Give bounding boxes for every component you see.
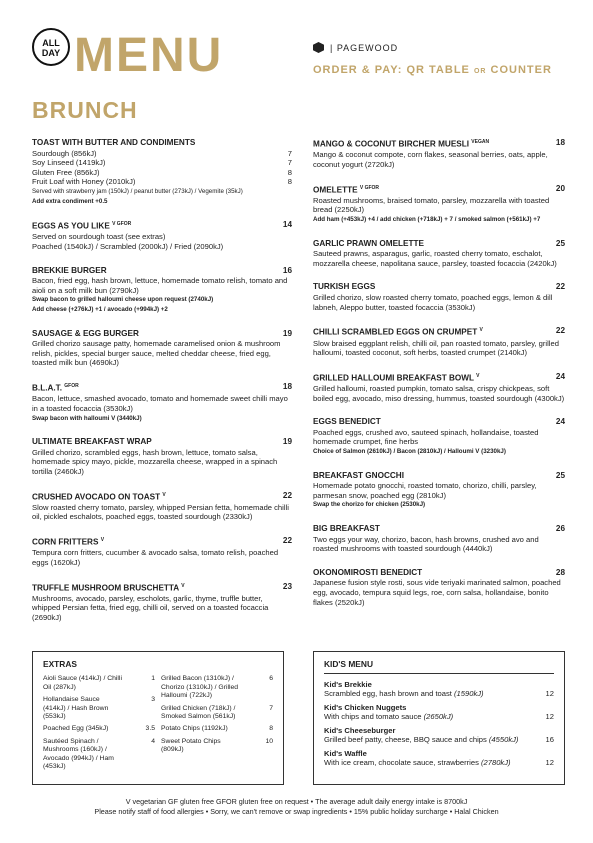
menu-item-description: Poached (1540kJ) / Scrambled (2000kJ) / Fried (2090kJ) <box>32 242 224 252</box>
menu-column-left <box>32 138 292 637</box>
option-price: 8 <box>287 177 292 187</box>
menu-item-description: Mango & coconut compote, corn flakes, seasonal berries, oats, apple, coconut yogurt (2720kJ) <box>313 150 548 169</box>
menu-item <box>32 382 292 423</box>
kids-item-kj: (1590kJ) <box>454 689 484 698</box>
extra-name: Aioli Sauce (414kJ) / Chilli Oil (287kJ) <box>43 675 122 691</box>
kids-item <box>324 726 554 744</box>
kids-item-row <box>324 712 554 721</box>
menu-item-title: CHILLI SCRAMBLED EGGS ON CRUMPET $^V$ <box>313 327 483 337</box>
menu-item-header <box>32 266 292 276</box>
menu-item-price: 16 <box>282 265 292 275</box>
menu-item-description: Homemade potato gnocchi, roasted tomato, chorizo, chilli, parsley, parmesan snow, poached egg (2810kJ) <box>313 481 537 500</box>
extra-name: Sautéed Spinach / Mushrooms (160kJ) / Avocado (994kJ) / Ham (453kJ) <box>43 737 114 771</box>
menu-item <box>313 524 565 554</box>
kids-item-price: 16 <box>545 735 554 744</box>
menu-item-option <box>32 168 292 178</box>
venue-logo-icon <box>313 42 324 53</box>
menu-item-header <box>32 138 292 148</box>
menu-item-header <box>313 239 565 249</box>
extras-col-2 <box>161 675 273 775</box>
extra-price: 10 <box>265 737 273 745</box>
menu-item <box>313 239 565 269</box>
menu-item-price: 20 <box>555 183 565 193</box>
kids-item-title: Kid's Waffle <box>324 749 367 758</box>
dietary-tag: GFOR <box>64 383 79 390</box>
menu-item-description: Served on sourdough toast (see extras) <box>32 232 166 242</box>
kids-item-description: With chips and tomato sauce (2650kJ) <box>324 712 454 721</box>
all-day-badge: ALL DAY <box>32 28 70 66</box>
kids-menu-title: KID'S MENU <box>324 660 554 674</box>
menu-item-title: TOAST WITH BUTTER AND CONDIMENTS <box>32 138 196 147</box>
menu-item-price: 24 <box>555 371 565 381</box>
kids-item <box>324 749 554 767</box>
menu-item-price: 26 <box>555 523 565 533</box>
menu-item-option <box>32 158 292 168</box>
option-label: Sourdough (856kJ) <box>32 148 97 158</box>
menu-item-description: Japanese fusion style rosti, sous vide teriyaki marinated salmon, poached egg, avocado, tempura squid legs, roe, corn salsa, hollandaise, bonito flakes (2520kJ) <box>313 578 561 607</box>
menu-item-title: BREAKFAST GNOCCHI <box>313 470 404 480</box>
kids-item-title: Kid's Brekkie <box>324 680 372 689</box>
menu-item-price: 24 <box>555 417 565 427</box>
menu-item-addon: Choice of Salmon (2610kJ) / Bacon (2810kJ) / Halloumi V (3230kJ) <box>313 448 506 455</box>
extra-price: 4 <box>151 737 155 745</box>
kids-item-kj: (4550kJ) <box>488 735 519 744</box>
extra-item <box>161 738 273 755</box>
menu-item-addon: Add cheese (+276kJ) +1 / avocado (+994kJ) +2 <box>32 306 168 314</box>
extra-name: Potato Chips (1192kJ) <box>161 725 228 733</box>
menu-item-price: 22 <box>282 490 292 500</box>
extra-name: Grilled Bacon (1310kJ) / Chorizo (1310kJ) / Grilled Halloumi (722kJ) <box>161 675 239 700</box>
menu-item-title: GARLIC PRAWN OMELETTE <box>313 238 424 248</box>
menu-item-addon: Add extra condiment +0.5 <box>32 197 108 205</box>
menu-item-description: Grilled chorizo sausage patty, homemade caramelised onion & mushroom relish, pickles, special burger sauce, melted cheddar cheese, fried egg, toasted milk bun (4690kJ) <box>32 339 281 368</box>
option-label: Soy Linseed (1419kJ) <box>32 158 106 168</box>
extra-item <box>43 738 155 772</box>
menu-item-title: CRUSHED AVOCADO ON TOAST $^V$ <box>32 491 166 502</box>
kids-item-row <box>324 758 554 767</box>
option-label: Fruit Loaf with Honey (2010kJ) <box>32 177 136 187</box>
menu-item-description: Grilled halloumi, roasted pumpkin, tomato salsa, crispy chickpeas, soft boiled egg, avocado, miso dressing, hummus, toasted sourdough (4300kJ) <box>313 384 565 403</box>
menu-item-title: TRUFFLE MUSHROOM BRUSCHETTA $^V$ <box>32 582 185 593</box>
extras-box <box>32 651 284 785</box>
kids-item-price: 12 <box>545 758 554 767</box>
kids-item-price: 12 <box>545 689 554 698</box>
kids-item-title: Kid's Cheeseburger <box>324 726 396 735</box>
menu-item-header <box>313 524 565 534</box>
extra-item <box>161 705 273 722</box>
footer-line-1: V vegetarian GF gluten free GFOR gluten free on request • The average adult daily energy intake is 8700kJ <box>125 797 468 806</box>
extra-price: 8 <box>269 725 273 733</box>
extras-col-1 <box>43 675 155 775</box>
menu-item-description: Slow braised eggplant relish, chilli oil, pan roasted tomato, parsley, grilled halloumi, toasted coconut, soft herbs, toasted crumpet (2140kJ) <box>313 338 559 358</box>
dietary-tag: V <box>476 372 480 379</box>
menu-item-header <box>32 437 292 447</box>
menu-item-header <box>32 536 292 547</box>
kids-item <box>324 703 554 721</box>
menu-item-price: 14 <box>282 220 292 230</box>
menu-item-price: 28 <box>555 567 565 577</box>
menu-item-description: Grilled chorizo, slow roasted cherry tomato, poached eggs, lemon & dill labneh, Aleppo butter, toasted focaccia (3530kJ) <box>313 293 553 312</box>
menu-item-price: 23 <box>282 581 292 591</box>
extra-item <box>161 725 273 733</box>
menu-item <box>32 266 292 315</box>
dietary-tag: V <box>479 327 483 334</box>
menu-item-description: Mushrooms, avocado, parsley, escholots, garlic, thyme, truffle butter, whipped Persian fetta, fried egg, chilli oil, served on a toasted focaccia (2690kJ) <box>32 593 269 623</box>
dietary-tag: V <box>162 491 166 498</box>
menu-item-price: 19 <box>282 437 292 447</box>
kids-item-row <box>324 689 554 698</box>
menu-item-title: OMELETTE $^{V GFOR}$ <box>313 184 380 195</box>
menu-item-addon: Swap bacon with halloumi V (3440kJ) <box>32 414 142 422</box>
menu-item-option <box>32 177 292 187</box>
menu-item <box>32 582 292 623</box>
menu-item <box>32 437 292 476</box>
menu-item-header <box>32 382 292 393</box>
menu-item-title: OKONOMIROSTI BENEDICT <box>313 567 423 577</box>
menu-item-header <box>313 372 565 383</box>
menu-item <box>313 282 565 312</box>
kids-menu-box <box>313 651 565 785</box>
menu-item-description: Bacon, fried egg, hash brown, lettuce, homemade tomato relish, tomato and aioli on a soft milk bun (2790kJ) <box>32 276 288 295</box>
menu-item-price: 18 <box>555 138 565 147</box>
menu-item <box>313 568 565 607</box>
menu-item-title: BREKKIE BURGER <box>32 265 107 275</box>
extra-price: 7 <box>269 704 273 712</box>
kids-item <box>324 680 554 698</box>
kids-item-description: Grilled beef patty, cheese, BBQ sauce and chips (4550kJ) <box>324 735 519 744</box>
menu-item-addon: Swap bacon to grilled halloumi cheese upon request (2740kJ) <box>32 296 214 304</box>
menu-item-price: 19 <box>282 328 292 338</box>
menu-item-header <box>313 138 565 149</box>
menu-item-description: Two eggs your way, chorizo, bacon, hash browns, crushed avo and roasted mushrooms with toasted sourdough (4440kJ) <box>313 534 539 554</box>
menu-item-title: BIG BREAKFAST <box>313 523 380 533</box>
extra-name: Poached Egg (345kJ) <box>43 725 109 733</box>
extra-item <box>43 675 155 692</box>
option-price: 8 <box>287 167 292 177</box>
menu-item-title: CORN FRITTERS $^V$ <box>32 537 105 547</box>
menu-item <box>32 329 292 368</box>
extra-name: Sweet Potato Chips (809kJ) <box>161 737 221 754</box>
menu-item-title: B.L.A.T. $^{GFOR}$ <box>32 383 79 393</box>
menu-item-title: EGGS BENEDICT <box>313 417 381 427</box>
extra-price: 1 <box>151 675 155 683</box>
menu-item-title: MANGO & COCONUT BIRCHER MUESLI $^{VEGAN}$ <box>313 139 490 149</box>
menu-item <box>313 417 565 456</box>
menu-item-description: Poached eggs, crushed avo, sauteed spinach, hollandaise, toasted homemade crumpet, fine herbs <box>313 427 539 447</box>
menu-item-price: 22 <box>282 536 292 546</box>
kids-item-kj: (2650kJ) <box>423 712 454 721</box>
menu-item <box>32 491 292 523</box>
menu-item-header <box>32 582 292 593</box>
menu-item-title: SAUSAGE & EGG BURGER <box>32 328 139 338</box>
extra-price: 3.5 <box>145 725 155 733</box>
menu-item-header <box>313 184 565 195</box>
extra-item <box>161 675 273 700</box>
menu-item-header <box>313 568 565 578</box>
menu-item <box>313 326 565 358</box>
menu-item-price: 25 <box>555 238 565 248</box>
option-price: 7 <box>287 158 292 168</box>
menu-item-price: 18 <box>282 382 292 392</box>
order-info: ORDER & PAY: QR TABLE OR COUNTER <box>313 64 552 76</box>
menu-item <box>313 471 565 510</box>
kids-item-title: Kid's Chicken Nuggets <box>324 703 407 712</box>
menu-item-title: EGGS AS YOU LIKE $^{V GFOR}$ <box>32 221 132 231</box>
menu-item-description: Tempura corn fritters, cucumber & avocado salsa, tomato relish, poached eggs (1620kJ) <box>32 548 279 567</box>
footer <box>0 797 593 817</box>
menu-item-note: Served with strawberry jam (150kJ) / peanut butter (273kJ) / Vegemite (35kJ) <box>32 187 243 195</box>
menu-item-description: Slow roasted cherry tomato, parsley, whipped Persian fetta, homemade chilli oil, pickled eschalots, poached eggs, toasted sourdough (2330kJ) <box>32 502 289 522</box>
menu-item <box>313 184 565 225</box>
option-price: 7 <box>287 148 292 158</box>
menu-item-description: Sauteed prawns, asparagus, garlic, roasted cherry tomato, eschalot, mozzarella cheese, napolitana sauce, parsley, toasted focaccia (2420kJ) <box>313 249 557 268</box>
menu-item <box>32 138 292 206</box>
dietary-tag: V <box>181 582 185 589</box>
menu-item-description: Grilled chorizo, scrambled eggs, hash brown, lettuce, tomato salsa, homemade spicy mayo, pickle, mozzarella cheese, wrapped in a spinach tortilla (2460kJ) <box>32 447 278 476</box>
menu-column-right <box>313 138 565 621</box>
kids-item-kj: (2780kJ) <box>481 758 511 767</box>
menu-item-addon: Swap the chorizo for chicken (2530kJ) <box>313 501 426 509</box>
kids-item-price: 12 <box>545 712 554 721</box>
extra-item <box>43 725 155 733</box>
kids-item-row <box>324 735 554 744</box>
location <box>313 42 398 53</box>
menu-item-header <box>313 282 565 292</box>
menu-item-option <box>32 149 292 159</box>
dietary-tag: VEGAN <box>471 139 490 145</box>
footer-line-2: Please notify staff of food allergies • Sorry, we can't remove or swap ingredients • 15% public holiday surcharge • Halal Chicken <box>94 807 499 816</box>
section-title: BRUNCH <box>32 97 138 123</box>
kids-item-description: With ice cream, chocolate sauce, strawberries (2780kJ) <box>324 758 511 767</box>
location-label: | PAGEWOOD <box>330 42 399 53</box>
menu-item-description: Roasted mushrooms, braised tomato, parsley, mozzarella with toasted bread (2250kJ) <box>313 195 550 215</box>
menu-item-title: ULTIMATE BREAKFAST WRAP <box>32 437 152 447</box>
extra-item <box>43 696 155 721</box>
menu-title: MENU <box>74 29 224 82</box>
menu-item <box>32 220 292 252</box>
menu-item-header <box>313 326 565 337</box>
menu-item-header <box>313 471 565 481</box>
menu-item-title: TURKISH EGGS <box>313 282 376 292</box>
menu-item-title: GRILLED HALLOUMI BREAKFAST BOWL $^V$ <box>313 372 480 383</box>
menu-item-header <box>32 220 292 231</box>
menu-item-header <box>32 329 292 339</box>
menu-item <box>32 536 292 568</box>
extra-name: Grilled Chicken (718kJ) / Smoked Salmon (561kJ) <box>161 704 236 721</box>
menu-item-description: Bacon, lettuce, smashed avocado, tomato and homemade sweet chilli mayo in a toasted focaccia (3530kJ) <box>32 394 288 413</box>
menu-item-header <box>313 417 565 427</box>
extras-title: EXTRAS <box>43 659 77 669</box>
extra-price: 6 <box>269 675 273 683</box>
menu-item-price: 22 <box>555 282 565 292</box>
dietary-tag: V GFOR <box>112 221 132 228</box>
menu-item-addon: Add ham (+453kJ) +4 / add chicken (+718kJ) + 7 / smoked salmon (+561kJ) +7 <box>313 216 541 224</box>
kids-list <box>324 680 554 767</box>
extra-name: Hollandaise Sauce (414kJ) / Hash Brown (553kJ) <box>43 696 109 721</box>
option-label: Gluten Free (856kJ) <box>32 167 100 177</box>
dietary-tag: V GFOR <box>359 184 380 191</box>
extra-price: 3 <box>151 696 155 704</box>
menu-item-header <box>32 491 292 502</box>
dietary-tag: V <box>100 537 105 544</box>
menu-item <box>313 138 565 170</box>
menu-item-price: 22 <box>555 326 565 336</box>
menu-item-price: 25 <box>555 470 565 480</box>
kids-item-description: Scrambled egg, hash brown and toast (1590kJ) <box>324 689 484 698</box>
menu-item <box>313 372 565 404</box>
